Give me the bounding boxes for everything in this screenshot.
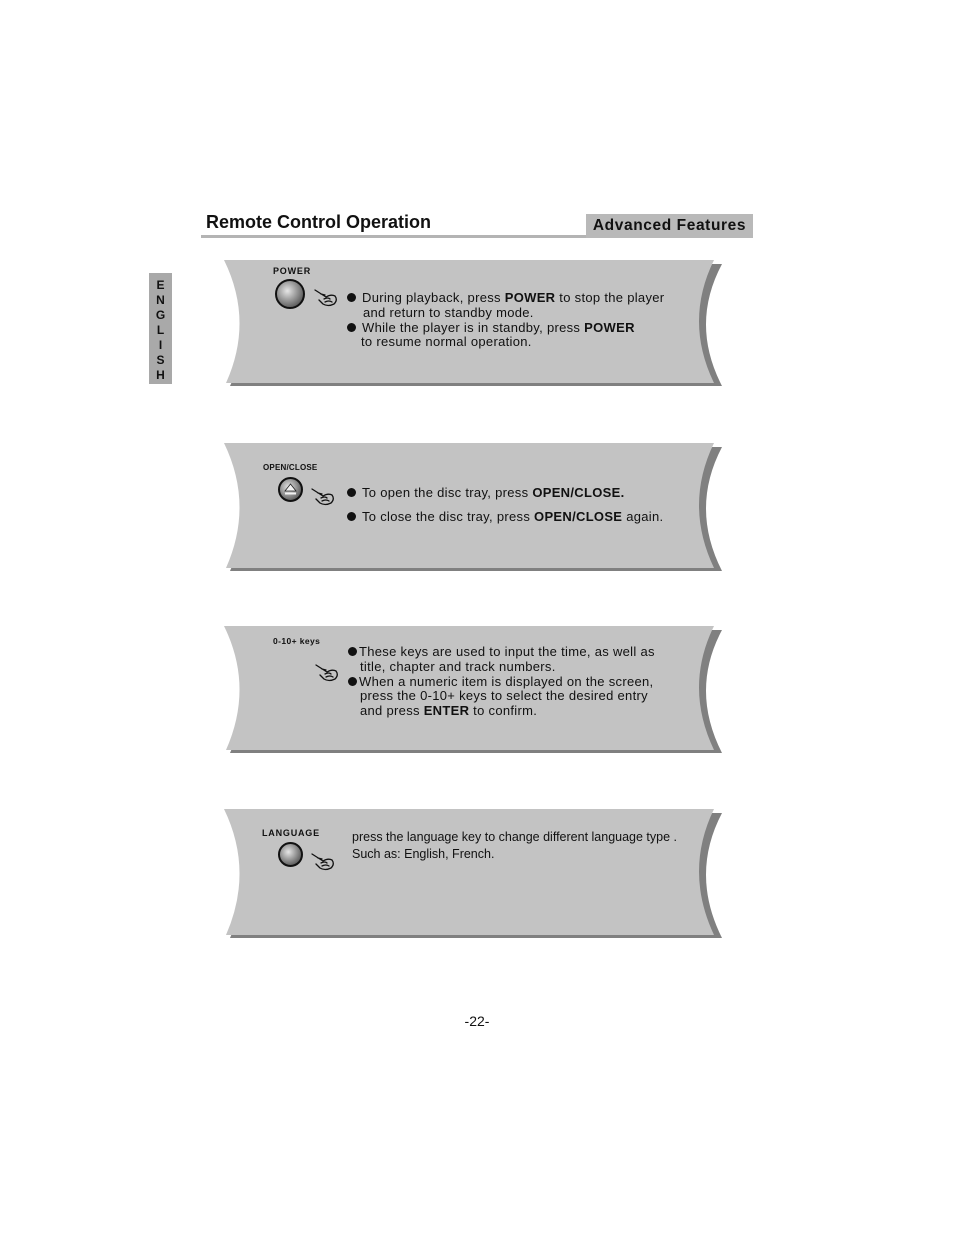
language-key-label: LANGUAGE bbox=[262, 828, 320, 838]
page-title: Remote Control Operation bbox=[206, 212, 432, 232]
bullet-icon bbox=[348, 677, 357, 686]
side-tab-letter: N bbox=[156, 293, 165, 307]
instruction-line: to resume normal operation. bbox=[361, 334, 532, 350]
language-panel bbox=[222, 808, 728, 942]
instruction-line: and return to standby mode. bbox=[363, 304, 534, 320]
power-panel bbox=[222, 259, 728, 391]
pointing-hand-icon bbox=[310, 849, 336, 871]
language-side-tab bbox=[149, 273, 172, 384]
section-badge: Advanced Features bbox=[586, 214, 753, 238]
bullet-icon bbox=[347, 293, 356, 302]
instruction-line: press the language key to change different language type . bbox=[352, 830, 678, 844]
instruction-line: To close the disc tray, press OPEN/CLOSE again. bbox=[347, 505, 663, 529]
side-tab-letter: S bbox=[156, 353, 165, 367]
instruction-line: To open the disc tray, press OPEN/CLOSE. bbox=[347, 481, 663, 505]
side-tab-letter: H bbox=[156, 368, 165, 382]
instruction-line: title, chapter and track numbers. bbox=[360, 658, 556, 674]
instruction-line: When a numeric item is displayed on the screen, bbox=[348, 675, 655, 690]
instruction-line: Such as: English, French. bbox=[352, 847, 495, 861]
open-close-button-icon bbox=[278, 477, 303, 502]
number-keys-panel bbox=[222, 625, 728, 757]
header-rule bbox=[201, 235, 587, 238]
pointing-hand-icon bbox=[310, 484, 336, 506]
bullet-icon bbox=[347, 323, 356, 332]
instruction-line: While the player is in standby, press POWER bbox=[347, 321, 664, 336]
side-tab-letter: I bbox=[158, 338, 163, 352]
side-tab-letter: L bbox=[156, 323, 165, 337]
eject-icon bbox=[280, 479, 301, 500]
instruction-line: and press ENTER to confirm. bbox=[360, 703, 538, 719]
open-close-key-label: OPEN/CLOSE bbox=[263, 463, 318, 472]
page-number: -22- bbox=[464, 1013, 490, 1029]
bullet-icon bbox=[347, 488, 356, 497]
power-key-label: POWER bbox=[273, 266, 312, 276]
bullet-icon bbox=[348, 647, 357, 656]
instruction-line: During playback, press POWER to stop the player bbox=[347, 291, 664, 306]
side-tab-letter: E bbox=[156, 278, 165, 292]
language-button-icon bbox=[278, 842, 303, 867]
bullet-icon bbox=[347, 512, 356, 521]
side-tab-letter: G bbox=[155, 308, 166, 322]
pointing-hand-icon bbox=[313, 285, 339, 307]
instruction-line: These keys are used to input the time, as well as bbox=[348, 645, 655, 660]
instruction-line: press the 0-10+ keys to select the desired entry bbox=[360, 688, 648, 704]
power-button-icon bbox=[275, 279, 305, 309]
number-keys-label: 0-10+ keys bbox=[273, 636, 321, 646]
open-close-panel bbox=[222, 442, 728, 575]
pointing-hand-icon bbox=[314, 660, 340, 682]
